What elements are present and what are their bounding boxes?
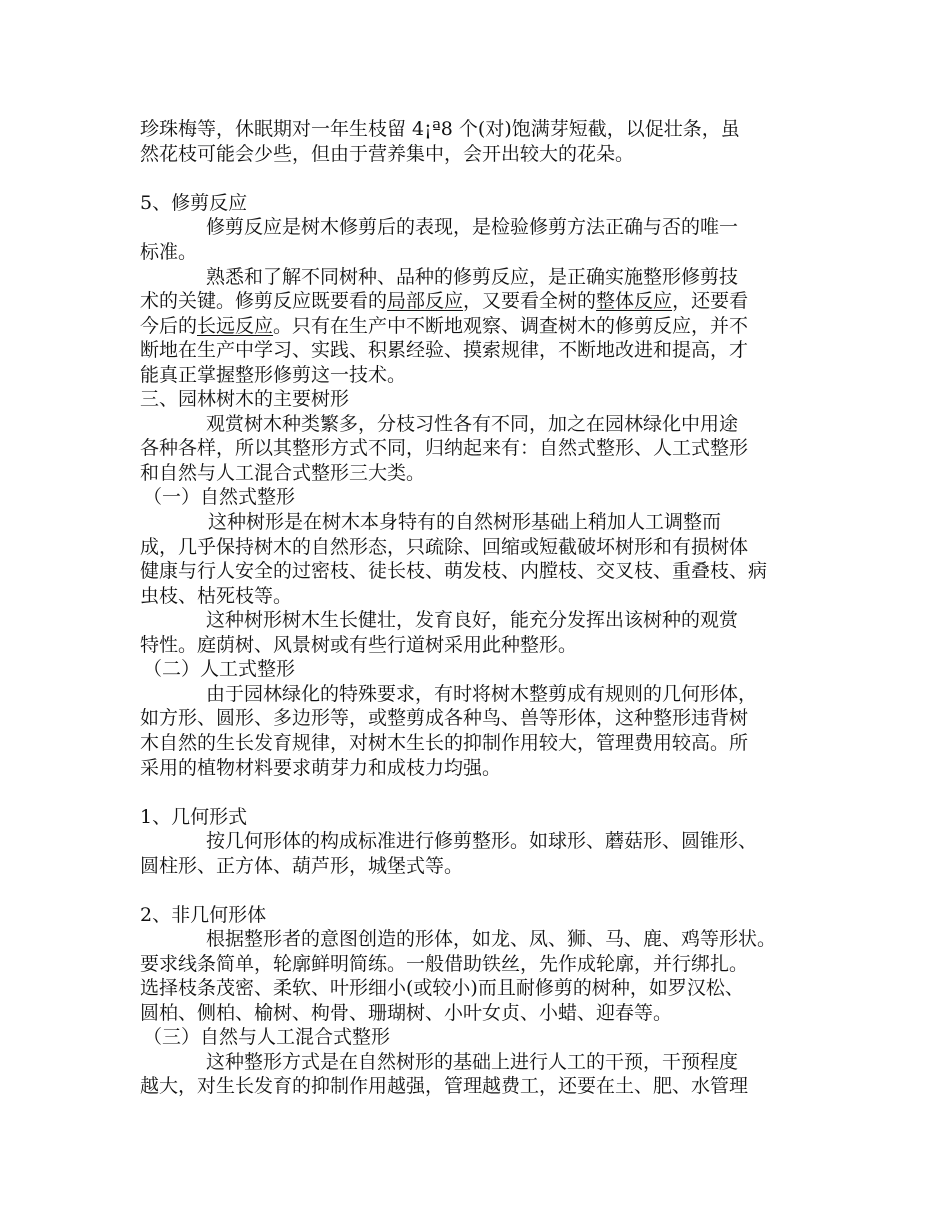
body-text-line: 健康与行人安全的过密枝、徒长枝、萌发枝、内膛枝、交叉枝、重叠枝、病 [140,560,768,582]
body-text-line: 和自然与人工混合式整形三大类。 [140,462,426,484]
body-text-segment: 今后的 [140,315,198,337]
section-heading: 5、修剪反应 [140,192,248,214]
section-heading: 三、园林树木的主要树形 [140,388,350,410]
subsection-heading: （二）人工式整形 [143,658,296,680]
underlined-term: 长远反应 [197,315,274,337]
body-text-line: 修剪反应是树木修剪后的表现，是检验修剪方法正确与否的唯一 [206,216,739,238]
underlined-term: 整体反应 [596,290,673,312]
body-text-line: 各种各样，所以其整形方式不同，归纳起来有：自然式整形、人工式整形 [140,437,749,459]
body-text-line: 圆柱形、正方体、葫芦形，城堡式等。 [140,855,464,877]
body-text-line [140,314,820,339]
body-text-segment: ，还要看 [672,290,749,312]
body-text-line: 按几何形体的构成标准进行修剪整形。如球形、蘑菇形、圆锥形、 [206,830,758,852]
body-text-line: 木自然的生长发育规律，对树木生长的抑制作用较大，管理费用较高。所 [140,732,749,754]
body-text-line: 能真正掌握整形修剪这一技术。 [140,364,407,386]
body-text-line: 采用的植物材料要求萌芽力和成枝力均强。 [140,757,502,779]
body-text-line: 成，几乎保持树木的自然形态，只疏除、回缩或短截破坏树形和有损树体 [140,536,749,558]
body-text-line: 如方形、圆形、多边形等，或整剪成各种鸟、兽等形体，这种整形违背树 [140,707,749,729]
body-text-segment: 。只有在生产中不断地观察、调查树木的修剪反应，并不 [273,315,749,337]
body-text-line: 选择枝条茂密、柔软、叶形细小(或较小)而且耐修剪的树种，如罗汉松、 [140,977,744,999]
body-text-line: 这种树形是在树木本身特有的自然树形基础上稍加人工调整而 [208,511,722,533]
body-text-line: 珍珠梅等，休眠期对一年生枝留 4¡ª8 个(对)饱满芽短截，以促壮条，虽 [140,118,740,140]
body-text-segment: 术的关键。修剪反应既要看的 [140,290,388,312]
body-text-line: 然花枝可能会少些，但由于营养集中，会开出较大的花朵。 [140,143,635,165]
body-text-line: 特性。庭荫树、风景树或有些行道树采用此种整形。 [140,634,578,656]
body-text-segment: ，又要看全树的 [463,290,597,312]
body-text-line: 熟悉和了解不同树种、品种的修剪反应，是正确实施整形修剪技 [206,266,739,288]
body-text-line: 观赏树木种类繁多，分枝习性各有不同，加之在园林绿化中用途 [206,413,739,435]
section-heading: 1、几何形式 [140,806,248,828]
body-text-line: 虫枝、枯死枝等。 [140,585,293,607]
body-text-line: 标准。 [140,241,198,263]
body-text-line: 由于园林绿化的特殊要求，有时将树木整剪成有规则的几何形体， [206,683,758,705]
body-text-line: 这种树形树木生长健壮，发育良好，能充分发挥出该树种的观赏 [206,609,739,631]
body-text-line: 根据整形者的意图创造的形体，如龙、凤、狮、马、鹿、鸡等形状。 [206,928,777,950]
subsection-heading: （一）自然式整形 [143,486,296,508]
body-text-line: 越大，对生长发育的抑制作用越强，管理越费工，还要在土、肥、水管理 [140,1075,749,1097]
body-text-line: 这种整形方式是在自然树形的基础上进行人工的干预，干预程度 [206,1051,739,1073]
body-text-line: 要求线条简单，轮廓鲜明简练。一般借助铁丝，先作成轮廓，并行绑扎。 [140,953,749,975]
body-text-line: 断地在生产中学习、实践、积累经验、摸索规律，不断地改进和提高，才 [140,339,749,361]
body-text-line: 圆柏、侧柏、榆树、枸骨、珊瑚树、小叶女贞、小蜡、迎春等。 [140,1002,673,1024]
subsection-heading: （三）自然与人工混合式整形 [143,1026,391,1048]
underlined-term: 局部反应 [387,290,464,312]
section-heading: 2、非几何形体 [140,904,267,926]
body-text-line [140,289,820,314]
